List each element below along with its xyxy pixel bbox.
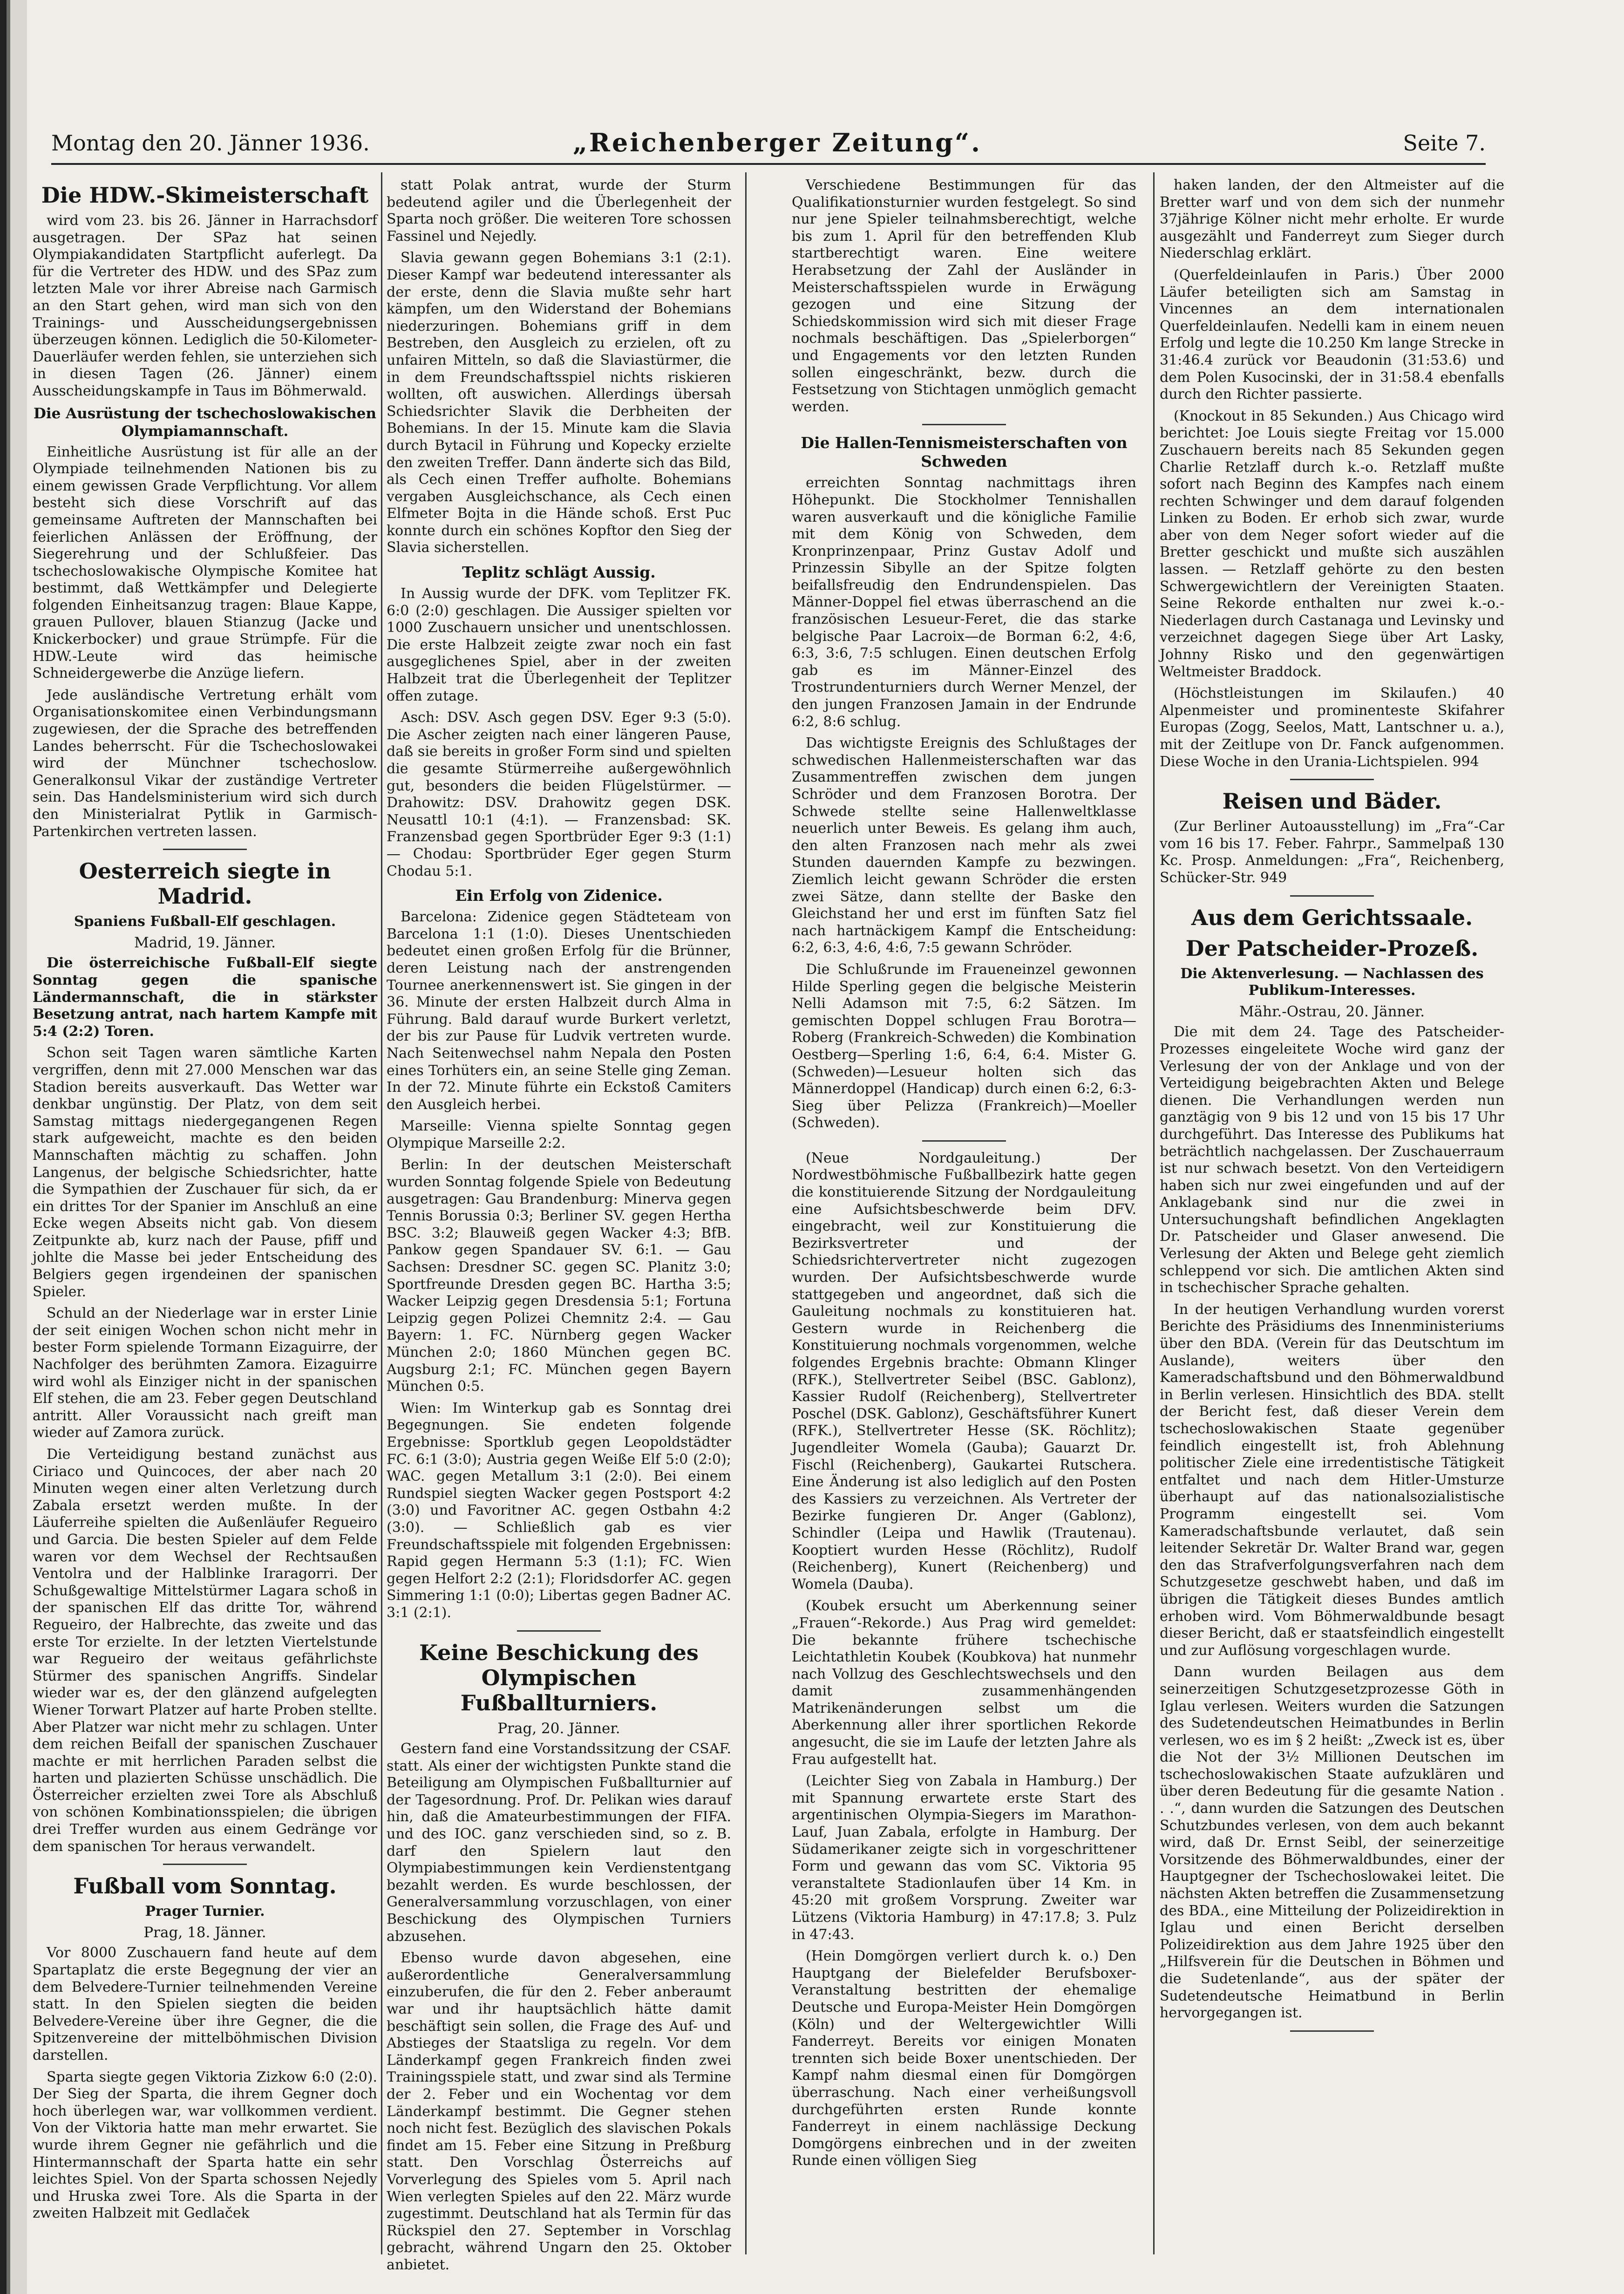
article-paragraph: Sparta siegte gegen Viktoria Zizkow 6:0 (2:0). Der Sieg der Sparta, die ihrem Gegner doch hoch überlegen war, war vollkommen verdient. Von der Viktoria hatte man mehr erwartet. Sie wurde ihrem Gegner nie gefährlich und die Hintermannschaft der Sparta hatte ein sehr leichtes Spiel. Von der Sparta schossen Nejedly und Hruska zwei Tore. Als die Sparta in der zweiten Halbzeit mit Gedlaček <box>33 2069 377 2222</box>
separator <box>517 1630 601 1632</box>
dateline: Madrid, 19. Jänner. <box>134 934 276 951</box>
column-4 <box>1160 177 1504 2250</box>
article-paragraph: Gestern fand eine Vorstandssitzung der CSAF. statt. Als einer der wichtigsten Punkte stand die Beteiligung am Olympischen Fußballturnier auf der Tagesordnung. Prof. Dr. Pelikan wies darauf hin, daß die Amateurbestimmungen der FIFA. und des IOC. ganz verschieden sind, so z. B. darf den Spielern laut den Olympiabestimmungen kein Verdienstentgang bezahlt werden. Es wurde beschlossen, der Generalversammlung vorzuschlagen, von einer Beschickung des Olympischen Turniers abzusehen. <box>387 1741 731 1945</box>
article-paragraph: Slavia gewann gegen Bohemians 3:1 (2:1). Dieser Kampf war bedeutend interessanter als der erste, denn die Slavia mußte sehr hart kämpfen, um den Widerstand der Bohemians niederzuringen. Bohemians griff in dem Bestreben, den Ausgleich zu erzielen, oft zu unfairen Mitteln, so daß die Slaviastürmer, die in dem Freundschaftsspiel nichts riskieren wollten, oft auswichen. Allerdings übersah Schiedsrichter Slavik die Derbheiten der Bohemians. In der 15. Minute kam die Slavia durch Bytacil in Führung und Kopecky erzielte den zweiten Treffer. Dann änderte sich das Bild, als Cech einen Treffer aufholte. Bohemians vergaben Ausgleichschance, als Cech einen Elfmeter Bojta in die Hände schoß. Erst Puc konnte durch ein schönes Kopftor den Sieg der Slavia sicherstellen. <box>387 250 731 556</box>
article-title: Oesterreich siegte in Madrid. <box>79 858 331 909</box>
section-title: Aus dem Gerichtssaale. <box>1191 905 1473 930</box>
article-paragraph: Wien: Im Winterkup gab es Sonntag drei Begegnungen. Sie endeten folgende Ergebnisse: Sportklub gegen Leopoldstädter FC. 6:1 (3:0); Austria gegen Weiße Elf 5:0 (2:0); WAC. gegen Metallum 3:1 (2:0). Bei einem Rundspiel siegten Wacker gegen Postsport 4:2 (3:0) und Favoritner AC. gegen Ostbahn 4:2 (3:0). — Schließlich gab es vier Freundschaftsspiele mit folgenden Ergebnissen: Rapid gegen Hermann 5:3 (1:1); FC. Wien gegen Helfort 2:2 (2:1); Floridsdorfer AC. gegen Simmering 1:1 (0:0); Libertas gegen Badner AC. 3:1 (2:1). <box>387 1400 731 1621</box>
dateline: Prag, 18. Jänner. <box>143 1924 266 1941</box>
dateline: Mähr.-Ostrau, 20. Jänner. <box>1239 1003 1425 1020</box>
article-title: Keine Beschickung des Olympischen Fußballturniers. <box>419 1640 699 1715</box>
header-date: Montag den 20. Jänner 1936. <box>51 130 370 156</box>
article-title: Der Patscheider-Prozeß. <box>1185 935 1479 961</box>
article-paragraph: wird vom 23. bis 26. Jänner in Harrachsdorf ausgetragen. Der SPaz hat seinen Olympiakandidaten Startpflicht auferlegt. Da für die Vertreter des HDW. und des SPaz zum letzten Male vor ihrer Abreise nach Garmisch an den Start gehen, wird man sich von den Trainings- und Ausscheidungsergebnissen überzeugen können. Lediglich die 50-Kilometer-Dauerläufer werden fehlen, sie unterziehen sich in diesen Tagen (26. Jänner) einem Ausscheidungskampfe in Taus im Böhmerwald. <box>33 212 377 399</box>
separator <box>1290 895 1374 897</box>
article-title: Die HDW.-Skimeisterschaft <box>41 183 369 208</box>
article-paragraph: (Höchstleistungen im Skilaufen.) 40 Alpenmeister und prominenteste Skifahrer Europas (Zogg, Seelos, Matt, Lantschner u. a.), mit der Zeitlupe von Dr. Fanck aufgenommen. Diese Woche in den Urania-Lichtspielen. 994 <box>1160 685 1504 770</box>
article-paragraph: Dann wurden Beilagen aus dem seinerzeitigen Schutzgesetzprozesse Göth in Iglau verlesen. Weiters wurden die Satzungen des Sudetendeutschen Heimatbundes in Berlin verlesen, wo es im § 2 heißt: „Zweck ist es, über die Not der 3½ Millionen Deutschen im tschechoslowakischen Staate aufzuklären und über deren Bedeutung für die gesamte Nation . . .“, dann wurden die Satzungen des Deutschen Schutzbundes verlesen, von dem auch bekannt wird, daß Dr. Ernst Seibl, der seinerzeitige Vorsitzende des Böhmerwaldbundes, einer der Hauptgegner der Tschechoslowakei leitet. Die nächsten Akten betreffen die Zusammensetzung des BDA., eine Mitteilung der Polizeidirektion in Iglau und einen Bericht derselben Polizeidirektion aus dem Jahre 1925 über den „Hilfsverein für die Deutschen in Böhmen und die Sudetenlande“, aus der später der Sudetendeutsche Heimatbund in Berlin hervorgegangen ist. <box>1160 1664 1504 2022</box>
article-paragraph: In der heutigen Verhandlung wurden vorerst Berichte des Präsidiums des Innenministeriums über den BDA. (Verein für das Deutschtum im Auslande), weiters über den Kameradschaftsbund und den Böhmerwaldbund in Berlin verlesen. Hinsichtlich des BDA. stellt der Bericht fest, daß dieser Verein dem tschechoslowakischen Staate gegenüber feindlich eingestellt ist, froh Ablehnung politischer Ziele eine irredentistische Tätigkeit entfaltet und nach dem Hitler-Umsturze überhaupt auf das nationalsozialistische Programm eingestellt sei. Vom Kameradschaftsbunde verlautet, daß sein leitender Sekretär Dr. Walter Brand war, gegen den das Strafverfolgungsverfahren nach dem Schutzgesetze geschwebt haben, und daß im übrigen die Tätigkeit dieses Bundes amtlich erhoben wird. Vom Böhmerwaldbunde besagt dieser Bericht, daß er staatsfeindlich eingestellt und zur Auflösung vorgeschlagen wurde. <box>1160 1301 1504 1659</box>
article-paragraph: (Querfeldeinlaufen in Paris.) Über 2000 Läufer beteiligten sich am Samstag in Vincennes an dem internationalen Querfeldeinlaufen. Nedelli kam in einem neuen Erfolg und legte die 10.250 Km lange Strecke in 31:46.4 zurück vor Beaudonin (31:53.6) und dem Polen Kusocinski, der in 31:58.4 ebenfalls durch den Richter passierte. <box>1160 266 1504 403</box>
article-paragraph: Ebenso wurde davon abgesehen, eine außerordentliche Generalversammlung einzuberufen, die für den 2. Feber anberaumt war und ihr hauptsächlich hätte damit beschäftigt sein sollen, die Frage des Auf- und Abstieges der Staatsliga zu regeln. Vor dem Länderkampf gegen Frankreich finden zwei Trainingsspiele statt, und zwar sind als Termine der 2. Feber und ein Wochentag vor dem Länderkampf bestimmt. Die Gegner stehen noch nicht fest. Bezüglich des slavischen Pokals findet am 15. Feber eine Sitzung in Preßburg statt. Den Vorschlag Österreichs auf Vorverlegung des Spieles vom 5. April nach Wien verlegten Spieles auf den 22. März wurde zugestimmt. Deutschland hat als Termin für das Rückspiel den 27. September in Vorschlag gebracht, während Ungarn den 25. Oktober anbietet. <box>387 1950 731 2273</box>
separator <box>922 1140 1006 1142</box>
article-paragraph: Jede ausländische Vertretung erhält vom Organisationskomitee einen Verbindungsmann zugewiesen, der die Sprache des betreffenden Landes beherrscht. Für die Tschechoslowakei wird der Münchner tschechoslow. Generalkonsul Vikar der zuständige Vertreter sein. Das Handelsministerium wird sich durch den Ministerialrat Pytlik in Garmisch-Partenkirchen vertreten lassen. <box>33 687 377 840</box>
article-paragraph: Verschiedene Bestimmungen für das Qualifikationsturnier wurden festgelegt. So sind nur jene Spieler teilnahmsberechtigt, welche bis zum 1. April für den betreffenden Klub startberechtigt waren. Eine weitere Herabsetzung der Zahl der Ausländer in Meisterschaftsspielen wurde in Erwägung gezogen und eine Sitzung der Schiedskommission wird sich mit dieser Frage nochmals beschäftigen. Das „Spielerborgen“ und Engagements vor den letzten Runden sollen eingeschränkt, bezw. durch die Festsetzung von Stichtagen unmöglich gemacht werden. <box>792 177 1136 415</box>
article-paragraph: (Knockout in 85 Sekunden.) Aus Chicago wird berichtet: Joe Louis siegte Freitag vor 15.000 Zuschauern bereits nach 85 Sekunden gegen Charlie Retzlaff durch k.-o. Retzlaff mußte sofort nach Beginn des Kampfes nach einem rechten Schwinger und dem darauf folgenden Linken zu Boden. Er erhob sich zwar, wurde aber von dem Neger sofort wieder auf die Bretter geschickt und mußte sich auszählen lassen. — Retzlaff gehörte zu den besten Schwergewichtlern der Vereinigten Staaten. Seine Rekorde enthalten nur zwei k.-o.-Niederlagen durch Castanaga und Levinsky und verzeichnet dagegen Siege über Art Lasky, Johnny Risko und den gegenwärtigen Weltmeister Braddock. <box>1160 408 1504 680</box>
article-paragraph: Barcelona: Zidenice gegen Städteteam von Barcelona 1:1 (1:0). Dieses Unentschieden bedeutet einen großen Erfolg für die Brünner, deren Leistung nach der anstrengenden Tournee anerkennenswert ist. Sie gingen in der 36. Minute der ersten Halbzeit durch Alma in Führung. Bald darauf wurde Burkert verletzt, der bis zur Pause für Ludvik vertreten wurde. Nach Seitenwechsel nahm Nepala den Posten eines Torhüters ein, an seine Stelle ging Zeman. In der 72. Minute führte ein Eckstoß Camiters den Ausgleich herbei. <box>387 909 731 1113</box>
article-paragraph: Schon seit Tagen waren sämtliche Karten vergriffen, denn mit 27.000 Menschen war das Stadion bereits ausverkauft. Das Wetter war denkbar ungünstig. Der Platz, von dem seit Samstag mittags niedergegangenen Regen stark aufgeweicht, machte es den beiden Mannschaften mächtig zu schaffen. John Langenus, der belgische Schiedsrichter, hatte die Sympathien der Zuschauer für sich, da er ein drittes Tor der Spanier im Anschluß an eine Ecke wegen Abseits nicht gab. Von diesem Zeitpunkte ab, kurz nach der Pause, pfiff und johlte die Masse bei jeder Entscheidung des Belgiers gegen irgendeinen der spanischen Spieler. <box>33 1045 377 1300</box>
header-page-number: Seite 7. <box>1403 130 1486 156</box>
article-paragraph: (Neue Nordgauleitung.) Der Nordwestböhmische Fußballbezirk hatte gegen die konstituierende Sitzung der Nordgauleitung eine Aufsichtsbeschwerde beim DFV. eingebracht, weil zur Konstituierung die Bezirksvertreter und der Schiedsrichtervertreter nicht zugezogen wurden. Der Aufsichtsbeschwerde wurde stattgegeben und angeordnet, daß sich die Gauleitung nochmals zu konstituieren hat. Gestern wurde in Reichenberg die Konstituierung nochmals vorgenommen, welche folgendes Ergebnis brachte: Obmann Klinger (RFK.), Stellvertreter Seibel (BSC. Gablonz), Kassier Rudolf (Reichenberg), Stellvertreter Poschel (DSK. Gablonz), Geschäftsführer Kunert (RFK.), Stellvertreter Hesse (SK. Röchlitz); Jugendleiter Womela (Gauba); Gauarzt Dr. Fischl (Reichenberg), Gaukartei Rutschera. Eine Änderung ist also lediglich auf den Posten des Kassiers zu verzeichnen. Als Vertreter der Bezirke fungieren Dr. Anger (Gablonz), Schindler (Leipa und Hawlik (Trautenau). Kooptiert wurden Hesse (Röchlitz), Rudolf (Reichenberg), Kunert (Reichenberg) und Womela (Dauba). <box>792 1150 1136 1593</box>
article-paragraph: Schuld an der Niederlage war in erster Linie der seit einigen Wochen schon nicht mehr in bester Form spielende Tormann Eizaguirre, der Nachfolger des berühmten Zamora. Eizaguirre wird wohl als Einziger nicht in der spanischen Elf stehen, die am 23. Feber gegen Deutschland antritt. Aller Voraussicht nach greift man wieder auf Zamora zurück. <box>33 1305 377 1441</box>
section-heading: Ein Erfolg von Zidenice. <box>455 886 663 905</box>
article-paragraph: Berlin: In der deutschen Meisterschaft wurden Sonntag folgende Spiele von Bedeutung ausgetragen: Gau Brandenburg: Minerva gegen Tennis Borussia 0:3; Berliner SV. gegen Hertha BSC. 3:2; Blauweiß gegen Wacker 4:3; BfB. Pankow gegen Spandauer SV. 6:1. — Gau Sachsen: Dresdner SC. gegen SC. Planitz 3:0; Sportfreunde Dresden gegen BC. Hartha 3:5; Wacker Leipzig gegen Dresdensia 5:1; Fortuna Leipzig gegen Polizei Chemnitz 2:4. — Gau Bayern: 1. FC. Nürnberg gegen Wacker München 2:0; 1860 München gegen BC. Augsburg 2:1; FC. München gegen Bayern München 0:5. <box>387 1157 731 1395</box>
article-title: Fußball vom Sonntag. <box>73 1873 337 1899</box>
dateline: Prag, 20. Jänner. <box>497 1720 620 1737</box>
column-rule <box>1153 172 1155 2254</box>
column-1 <box>33 177 377 2250</box>
column-2 <box>387 177 731 2273</box>
separator <box>163 1864 247 1865</box>
article-paragraph: Das wichtigste Ereignis des Schlußtages der schwedischen Hallenmeisterschaften war das Zusammentreffen zwischen dem jungen Schröder und dem Franzosen Borotra. Der Schwede stellte seine Hallenweltklasse neuerlich unter Beweis. Es gelang ihm auch, den alten Franzosen nach mehr als zwei Stunden dauernden Kampfe zu bezwingen. Ziemlich leicht gewann Schröder die ersten zwei Sätze, dann stellte der Baske den Gleichstand her und erst im fünften Satz fiel nach hartnäckigem Kampf die Entscheidung: 6:2, 6:3, 4:6, 4:6, 7:5 gewann Schröder. <box>792 735 1136 956</box>
section-title: Reisen und Bäder. <box>1222 789 1442 814</box>
column-rule <box>745 172 747 2254</box>
article-lead: Die österreichische Fußball-Elf siegte Sonntag gegen die spanische Ländermannschaft, die in stärkster Besetzung antrat, nach hartem Kampfe mit 5:4 (2:2) Toren. <box>33 955 377 1040</box>
separator <box>922 424 1006 425</box>
article-paragraph: haken landen, der den Altmeister auf die Bretter warf und von dem sich der nunmehr 37jährige Kölner nicht mehr erholte. Er wurde ausgezählt und Fanderreyt zum Sieger durch Niederschlag erklärt. <box>1160 177 1504 262</box>
article-paragraph: Einheitliche Ausrüstung ist für alle an der Olympiade teilnehmenden Nationen bis zu einem gewissen Grade Verpflichtung. Vor allem besteht sich diese Vorschrift auf das gemeinsame Auftreten der Mannschaften bei feierlichen Anlässen der Eröffnung, der Siegerehrung und der Schlußfeier. Das tschechoslowakische Olympische Komitee hat bestimmt, daß Wettkämpfer und Delegierte folgenden Einheitsanzug tragen: Blaue Kappe, grauen Pullover, blauen Stianzug (Jacke und Knickerbocker) und graue Strümpfe. Für die HDW.-Leute wird das heimische Schneidergewerbe die Anzüge liefern. <box>33 443 377 682</box>
page-header <box>51 126 1486 165</box>
scan-binding-edge <box>0 0 27 2294</box>
article-paragraph: In Aussig wurde der DFK. vom Teplitzer FK. 6:0 (2:0) geschlagen. Die Aussiger spielten vor 1000 Zuschauern unsicher und unentschlossen. Die erste Halbzeit zeigte zwar noch ein fast ausgeglichenes Spiel, aber in der zweiten Halbzeit trat die Überlegenheit der Teplitzer offen zutage. <box>387 585 731 704</box>
column-rule <box>381 172 382 2254</box>
article-paragraph: Marseille: Vienna spielte Sonntag gegen Olympique Marseille 2:2. <box>387 1118 731 1151</box>
header-newspaper-name: „Reichenberger Zeitung“. <box>573 128 982 157</box>
section-heading: Teplitz schlägt Aussig. <box>462 563 656 582</box>
article-paragraph: Die Verteidigung bestand zunächst aus Ciriaco und Quincoces, der aber nach 20 Minuten wegen einer alten Verletzung durch Zabala ersetzt werden mußte. In der Läuferreihe spielten die Außenläufer Regueiro und Garcia. Die besten Spieler auf dem Felde waren vor dem Wechsel der Rechtsaußen Ventolra und der Halblinke Iraragorri. Der Schußgewaltige Mittelstürmer Lagara schoß in der spanischen Elf das dritte Tor, während Regueiro, der Halbrechte, das zweite und das erste Tor erzielte. In der letzten Viertelstunde war Regueiro der weitaus gefährlichste Stürmer des spanischen Angriffs. Sindelar wieder war es, der den glänzend aufgelegten Wiener Torwart Platzer auf harte Proben stellte. Aber Platzer war nicht mehr zu schlagen. Unter dem reichen Beifall der spanischen Zuschauer machte er mit herrlichen Paraden selbst die harten und plazierten Schüsse unschädlich. Die Österreicher erzielten zwei Tore als Abschluß von schönen Kombinationsspielen; die übrigen drei Treffer wurden aus einem Gedränge vor dem spanischen Tor heraus verwandelt. <box>33 1446 377 1855</box>
article-subtitle: Die Aktenverlesung. — Nachlassen des Publikum-Interesses. <box>1180 965 1484 999</box>
article-paragraph: Vor 8000 Zuschauern fand heute auf dem Spartaplatz die erste Begegnung der vier an dem Belvedere-Turnier teilnehmenden Vereine statt. In den Spielen siegten die beiden Belvedere-Vereine über ihre Gegner, die die Spitzenvereine der mittelböhmischen Division darstellen. <box>33 1945 377 2063</box>
article-title: Die Ausrüstung der tschechoslowakischen Olympiamannschaft. <box>34 405 376 440</box>
article-paragraph: (Hein Domgörgen verliert durch k. o.) Den Hauptgang der Bielefelder Berufsboxer-Veranstaltung bestritten der ehemalige Deutsche und Europa-Meister Hein Domgörgen (Köln) und der Weltergewichtler Willi Fanderreyt. Bereits vor einigen Monaten trennten sich beide Boxer unentschieden. Der Kampf nahm diesmal einen für Domgörgen überraschung. Nach einer verheißungsvoll durchgeführten ersten Runde konnte Fanderreyt in einem nachlässige Deckung Domgörgens einbrechen und in der zweiten Runde einen völligen Sieg <box>792 1948 1136 2169</box>
article-paragraph: (Zur Berliner Autoausstellung) im „Fra“-Car vom 16 bis 17. Feber. Fahrpr., Sammelpaß 130 Kc. Prosp. Anmeldungen: „Fra“, Reichenberg, Schücker-Str. 949 <box>1160 818 1504 886</box>
article-paragraph: statt Polak antrat, wurde der Sturm bedeutend agiler und die Überlegenheit der Sparta noch größer. Die weiteren Tore schossen Fassinel und Nejedly. <box>387 177 731 245</box>
separator <box>1290 779 1374 780</box>
column-3 <box>792 177 1136 2250</box>
article-paragraph: (Leichter Sieg von Zabala in Hamburg.) Der mit Spannung erwartete erste Start des argentinischen Olympia-Siegers im Marathon-Lauf, Juan Zabala, erfolgte in Hamburg. Der Südamerikaner zeigte sich in vorgeschrittener Form und gewann das vom SC. Viktoria 95 veranstaltete Stadionlaufen über 14 Km. in 45:20 mit großem Vorsprung. Zweiter war Lützens (Viktoria Hamburg) in 47:17.8; 3. Pulz in 47:43. <box>792 1773 1136 1943</box>
article-paragraph: (Koubek ersucht um Aberkennung seiner „Frauen“-Rekorde.) Aus Prag wird gemeldet: Die bekannte frühere tschechische Leichtathletin Koubek (Koubkova) hat nunmehr nach Vollzug des Geschlechtswechsels und den damit zusammenhängenden Matrikenänderungen selbst um die Aberkennung aller ihrer sportlichen Rekorde angesucht, die sie im Laufe der letzten Jahre als Frau aufgestellt hat. <box>792 1598 1136 1768</box>
separator <box>163 849 247 850</box>
article-subtitle: Prager Turnier. <box>145 1903 265 1920</box>
article-subtitle: Spaniens Fußball-Elf geschlagen. <box>74 913 336 930</box>
article-paragraph: erreichten Sonntag nachmittags ihren Höhepunkt. Die Stockholmer Tennishallen waren ausverkauft und die königliche Familie mit dem König von Schweden, dem Kronprinzenpaar, Prinz Gustav Adolf und Prinzessin Sibylle an der Spitze folgten beifallsfreudig den Endrundenspielen. Das Männer-Doppel fiel etwas überraschend an die französischen Lesueur-Feret, die das starke belgische Paar Lacroix—de Borman 6:2, 4:6, 6:3, 3:6, 7:5 schlugen. Einen deutschen Erfolg gab es im Männer-Einzel des Trostrundenturniers durch Werner Menzel, der den jungen Franzosen Jamain in der Endrunde 6:2, 8:6 schlug. <box>792 475 1136 730</box>
separator <box>1290 2030 1374 2032</box>
section-heading: Die Hallen-Tennismeisterschaften von Schweden <box>801 434 1128 471</box>
article-paragraph: Asch: DSV. Asch gegen DSV. Eger 9:3 (5:0). Die Ascher zeigten nach einer längeren Pause, daß sie bereits in großer Form sind und spielten die gesamte Stürmerreihe außergewöhnlich gut, besonders die beiden Flügelstürmer. — Drahowitz: DSV. Drahowitz gegen DSK. Neusattl 10:1 (4:1). — Franzensbad: SK. Franzensbad gegen Sportbrüder Eger 9:3 (1:1) — Chodau: Sportbrüder Eger gegen Sturm Chodau 5:1. <box>387 709 731 879</box>
article-paragraph: Die Schlußrunde im Fraueneinzel gewonnen Hilde Sperling gegen die belgische Meisterin Nelli Adamson mit 7:5, 6:2 Sätzen. Im gemischten Doppel schlugen Frau Borotra—Roberg (Frankreich-Schweden) die Kombination Oestberg—Sperling 1:6, 6:4, 6:4. Mister G. (Schweden)—Lesueur holten sich das Männerdoppel (Handicap) durch einen 6:2, 6:3-Sieg über Pelizza (Frankreich)—Moeller (Schweden). <box>792 961 1136 1131</box>
article-paragraph: Die mit dem 24. Tage des Patscheider-Prozesses eingeleitete Woche wird ganz der Verlesung der von der Anklage und von der Verteidigung beigebrachten Akten und Belege dienen. Die Verhandlungen werden nun ganztägig von 9 bis 12 und von 15 bis 17 Uhr durchgeführt. Das Interesse des Publikums hat beträchtlich nachgelassen. Der Zuschauerraum ist nur schwach besetzt. Von den Verteidigern haben sich nur zwei eingefunden und auf der Anklagebank sind nur die zwei in Untersuchungshaft befindlichen Angeklagten Dr. Patscheider und Glaser anwesend. Die Verlesung der Akten und Belege geht ziemlich schleppend vor sich. Die amtlichen Akten sind in tschechischer Sprache gehalten. <box>1160 1024 1504 1296</box>
